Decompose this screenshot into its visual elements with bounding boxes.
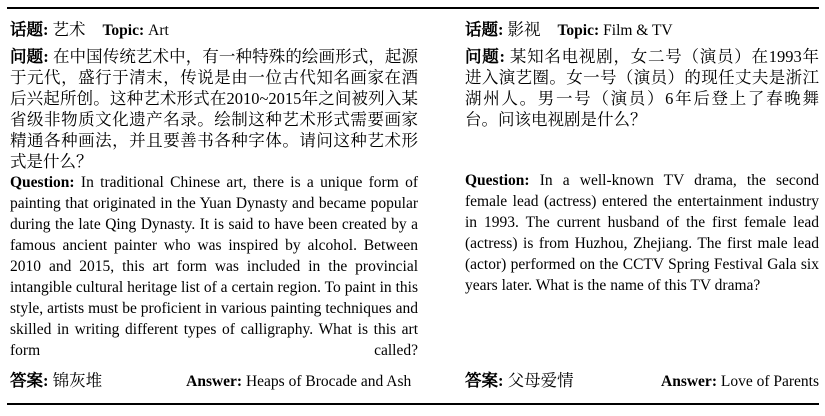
- question-text-en: In a well-known TV drama, the second female lead (actress) entered the entertainment industry in 1993. The current husband of the first female lead (actress) is from Huzhou, Zhejiang. The first male lead (actor) performed on the CCTV Spring Festival Gala six years later. What is the name of this TV drama?: [465, 172, 820, 294]
- topic-label-zh: 话题:: [10, 20, 49, 39]
- topic-label-en: Topic:: [102, 22, 145, 39]
- answer-value-en: Heaps of Brocade and Ash: [245, 373, 412, 390]
- question-zh: [10, 46, 418, 172]
- question-text-zh: 某知名电视剧，女二号（演员）在1993年进入演艺圈。女一号（演员）的现任丈夫是浙江湖州人。男一号（演员）6年后登上了春晚舞台。问该电视剧是什么？: [465, 47, 820, 129]
- answer-value-en: Love of Parents: [720, 373, 819, 390]
- topic-label-zh: 话题:: [465, 20, 504, 39]
- answer-label-zh: 答案:: [465, 371, 504, 390]
- topic-value-zh: 影视: [507, 20, 541, 39]
- topic-row: [10, 19, 418, 42]
- question-label-en: Question:: [465, 172, 530, 189]
- answer-row: [465, 367, 819, 391]
- topic-value-en: Art: [148, 22, 169, 39]
- question-text-en: In traditional Chinese art, there is a unique form of painting that originated in the Yuan Dynasty and became popular during the late Qing Dynasty. It is said to have been created by a famous ancient painter who was inspired by alcohol. Between 2010 and 2015, this art form was included in the provincial intangible cultural heritage list of a certain region. To paint in this style, artists must be proficient in various painting techniques and skilled in writing different types of calligraphy. What is this art form called?: [10, 174, 419, 359]
- answer-label-en: Answer:: [661, 373, 717, 390]
- answer-zh: [465, 367, 574, 391]
- question-text-zh: 在中国传统艺术中，有一种特殊的绘画形式，起源于元代，盛行于清末，传说是由一位古代知名画家在酒后兴起所创。这种艺术形式在2010~2015年之间被列入某省级非物质文化遗产名录。绘制这种艺术形式需要画家精通各种画法，并且要善书各种字体。请问这种艺术形式是什么？: [10, 47, 419, 171]
- answer-en: [661, 373, 819, 391]
- topic-value-en: Film & TV: [603, 22, 673, 39]
- answer-label-en: Answer:: [186, 373, 243, 390]
- answer-value-zh: 父母爱情: [507, 371, 574, 390]
- answer-label-zh: 答案:: [10, 371, 49, 390]
- qa-column-film-tv: [465, 9, 819, 403]
- answer-value-zh: 锦灰堆: [52, 371, 103, 390]
- qa-column-art: [10, 9, 418, 403]
- table-bottom-rule: [7, 403, 819, 405]
- answer-zh: [10, 367, 102, 391]
- question-label-en: Question:: [10, 174, 75, 191]
- table-body: [10, 9, 819, 403]
- topic-label-en: Topic:: [557, 22, 600, 39]
- question-en: [465, 170, 819, 296]
- answer-en: [186, 373, 411, 391]
- answer-row: [10, 367, 418, 391]
- topic-row: [465, 19, 819, 42]
- question-label-zh: 问题:: [10, 47, 49, 66]
- question-label-zh: 问题:: [465, 47, 506, 66]
- topic-value-zh: 艺术: [52, 20, 86, 39]
- question-en: [10, 172, 418, 361]
- question-zh: [465, 46, 819, 170]
